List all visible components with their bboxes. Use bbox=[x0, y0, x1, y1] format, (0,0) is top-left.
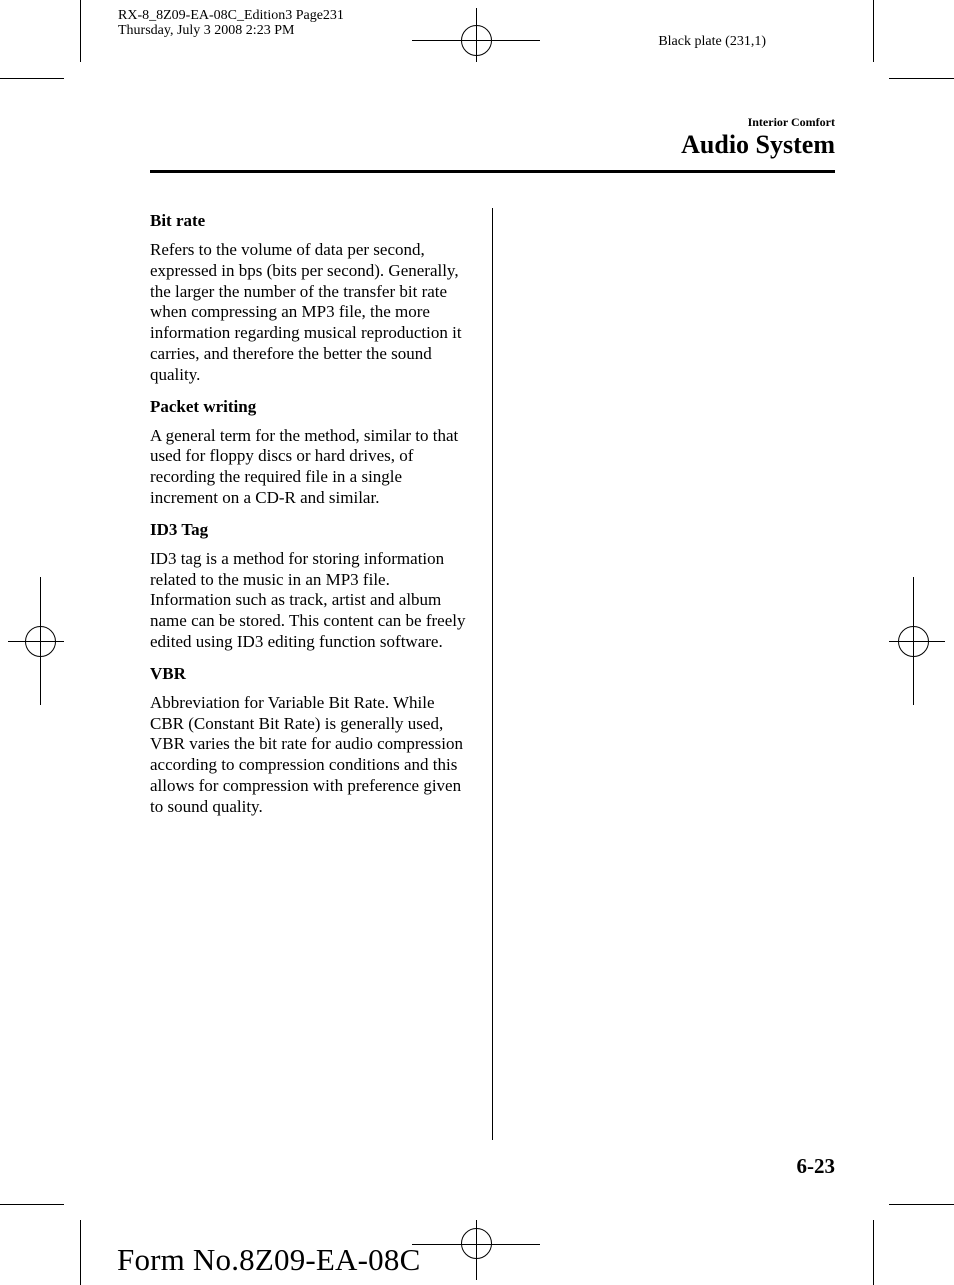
entry-term: Bit rate bbox=[150, 211, 206, 230]
entry-definition: Abbreviation for Variable Bit Rate. While CBR (Constant Bit Rate) is generally used, VBR varies the bit rate for audio compression according to compression conditions and this allows for compression with preference given to sound quality. bbox=[150, 692, 464, 816]
glossary-entry bbox=[150, 210, 470, 386]
glossary-column bbox=[150, 210, 470, 828]
entry-definition: Refers to the volume of data per second, expressed in bps (bits per second). Generally, the larger the number of the transfer bit rate when compressing an MP3 file, the more information regarding musical reproduction it carries, and therefore the better the sound quality. bbox=[150, 240, 462, 384]
entry-term: Packet writing bbox=[150, 396, 257, 416]
page-title: Audio System bbox=[681, 130, 835, 159]
page-number: 6-23 bbox=[796, 1154, 835, 1178]
print-meta bbox=[118, 8, 344, 38]
entry-definition: ID3 tag is a method for storing information related to the music in an MP3 file. Information such as track, artist and album name can be stored. This content can be freely edited using ID3 editing function software. bbox=[150, 548, 466, 651]
glossary-entry bbox=[150, 396, 470, 509]
entry-definition: A general term for the method, similar to that used for floppy discs or hard drives, of recording the required file in a single increment on a CD-R and similar. bbox=[150, 425, 459, 507]
form-number: Form No.8Z09-EA-08C bbox=[117, 1242, 421, 1277]
glossary-entry bbox=[150, 663, 470, 818]
plate-label: Black plate (231,1) bbox=[658, 34, 766, 49]
print-date: Thursday, July 3 2008 2:23 PM bbox=[118, 23, 295, 38]
glossary-entry bbox=[150, 519, 470, 653]
doc-id: RX-8_8Z09-EA-08C_Edition3 Page231 bbox=[118, 8, 344, 23]
column-divider bbox=[492, 208, 493, 1140]
title-rule bbox=[150, 170, 835, 173]
entry-term: VBR bbox=[150, 663, 186, 683]
section-category: Interior Comfort bbox=[747, 115, 835, 129]
entry-term: ID3 Tag bbox=[150, 519, 209, 539]
